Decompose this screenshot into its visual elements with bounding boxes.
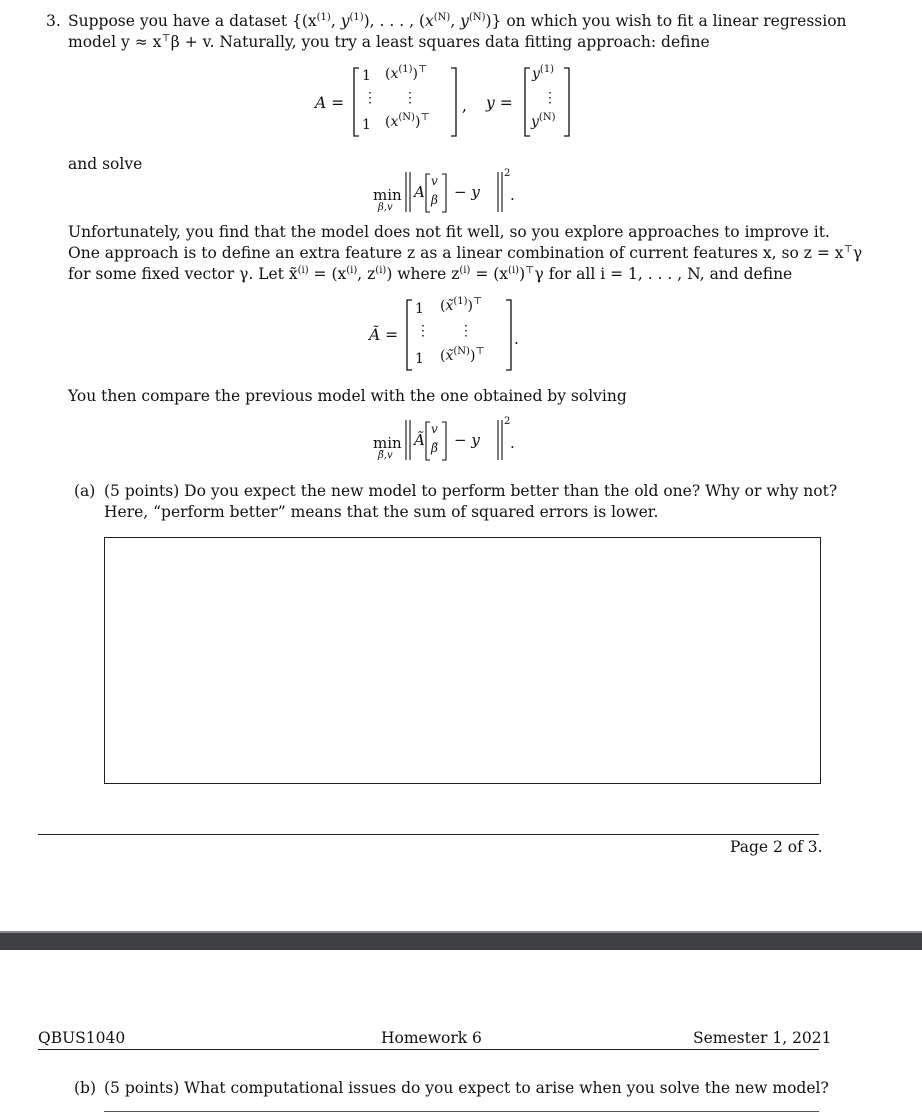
para2-line3: for some fixed vector γ. Let x̃$^{(i)}$ = ($x^{(i)}$, $z^{(i)}$) where $z^{(i)} = (x^{(i)})^⊤\gamma$ for all i = 1, . . . , N, and define [68,265,793,283]
objective-original: min β,v A v β − y 2 . [373,168,515,213]
header-semester: Semester 1, 2021 [693,1029,832,1047]
objective-new: min β̃,v Ã v β̃ − y 2 . [373,416,515,461]
question-intro-line1: Suppose you have a dataset {($x^{(1)}$, $y^{(1)}$), . . . , ($x^{(N)}$, $y^{(N)}$)} on which you wish to fit a linear regression [68,12,847,30]
vector-y: $y^{(1)}$ ⋮ $y^{(N)}$ [524,66,570,138]
part-a-line2: Here, “perform better” means that the sum of squared errors is lower. [104,503,659,521]
part-b-label: (b) [74,1079,97,1097]
question-number: 3. [46,12,61,30]
page-gap [0,933,922,950]
part-a-line1: (5 points) Do you expect the new model to perform better than the old one? Why or why not? [104,482,838,500]
matrix-A-tilde: 1 (x̃$^{(1)}$)⊤ ⋮ ⋮ 1 (x̃$^{(N)}$)⊤ [406,298,512,372]
and-solve-text: and solve [68,155,143,173]
header-course: QBUS1040 [38,1029,126,1047]
compare-text: You then compare the previous model with the one obtained by solving [68,387,627,405]
question-intro-line2: model y ≈ x⊤β + v. Naturally, you try a least squares data fitting approach: define [68,33,710,51]
matrix-A-tilde-label: Ã = [369,326,399,344]
matrix-A-label: A = [315,94,345,112]
comma-separator: , [462,97,467,115]
header-title: Homework 6 [381,1029,482,1047]
header-rule [38,1049,819,1050]
answer-box-part-a[interactable] [104,537,821,784]
vector-y-label: y = [486,94,513,112]
part-b-text: (5 points) What computational issues do you expect to arise when you solve the new model? [104,1079,829,1097]
part-a-label: (a) [74,482,96,500]
para2-line2: One approach is to define an extra feature z as a linear combination of current features x, so z = x⊤γ [68,244,863,262]
matrix-A: 1 $(x^{(1)})^⊤$ ⋮ ⋮ 1 $(x^{(N)})^⊤$ [353,66,457,138]
para2-line1: Unfortunately, you find that the model does not fit well, so you explore approaches to improve it. [68,223,830,241]
page-number: Page 2 of 3. [730,838,823,856]
period: . [514,330,519,348]
answer-box-part-b-top [104,1111,819,1112]
footer-rule [38,834,819,835]
